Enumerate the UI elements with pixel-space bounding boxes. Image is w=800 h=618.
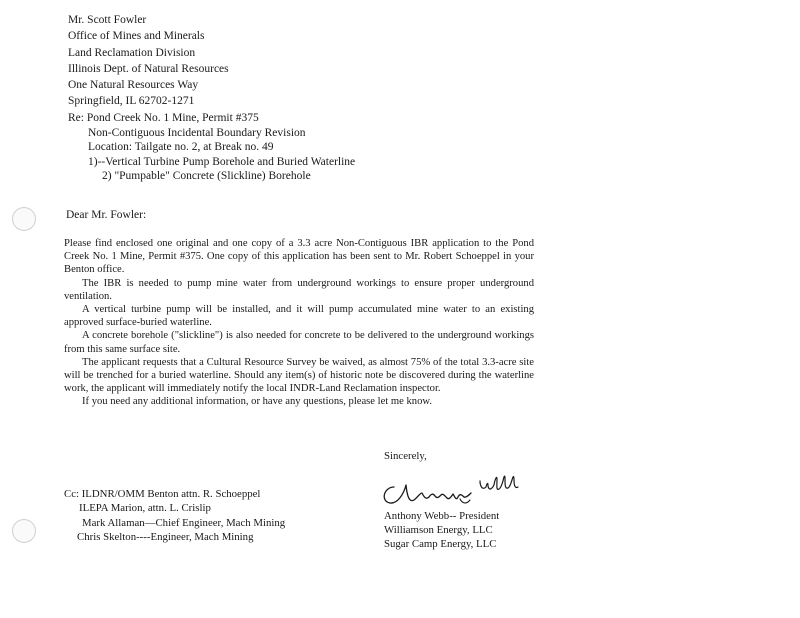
punch-hole-bottom [12, 519, 36, 543]
signer-name: Anthony Webb-- President [384, 510, 500, 522]
punch-hole-top [12, 207, 36, 231]
subject-item-1: 1)--Vertical Turbine Pump Borehole and Buried Waterline [88, 155, 356, 168]
recipient-city: Springfield, IL 62702-1271 [68, 95, 195, 108]
paragraph-enclosure: Please find enclosed one original and one copy of a 3.3 acre Non-Contiguous IBR application to the Pond Creek No. 1 Mine, Permit #375. One copy of this application has been sent to Mr. Robert Schoeppel in your Benton office. [64, 238, 534, 276]
cc-item: ILEPA Marion, attn. L. Crislip [79, 502, 211, 515]
recipient-address [68, 12, 229, 110]
paragraph-contact: If you need any additional information, or have any questions, please let me know. [82, 396, 432, 408]
subject-item-2: 2) "Pumpable" Concrete (Slickline) Borehole [102, 170, 311, 182]
recipient-office: Office of Mines and Minerals [68, 30, 205, 43]
recipient-name: Mr. Scott Fowler [68, 14, 147, 26]
recipient-street: One Natural Resources Way [68, 79, 199, 92]
cc-item: Mark Allaman—Chief Engineer, Mach Mining [82, 516, 286, 529]
cc-item: Chris Skelton----Engineer, Mach Mining [77, 531, 254, 544]
subject-block [68, 111, 355, 184]
closing-sincerely: Sincerely, [384, 450, 427, 462]
letter-body [64, 237, 534, 409]
paragraph-ibr-need: The IBR is needed to pump mine water from underground workings to ensure proper underground ventilation. [64, 277, 534, 302]
recipient-division: Land Reclamation Division [68, 46, 196, 59]
signer-company-1: Williamson Energy, LLC [384, 524, 493, 536]
signature-block [384, 449, 536, 551]
signer-company-2: Sugar Camp Energy, LLC [384, 538, 497, 550]
subject-re-line: Re: Pond Creek No. 1 Mine, Permit #375 [68, 112, 259, 124]
cc-list [64, 487, 285, 545]
salutation: Dear Mr. Fowler: [66, 209, 147, 221]
recipient-department: Illinois Dept. of Natural Resources [68, 62, 229, 75]
paragraph-concrete-borehole: A concrete borehole ("slickline") is also needed for concrete to be delivered to the underground workings from this same surface site. [64, 330, 534, 355]
handwritten-signature [376, 467, 536, 507]
paragraph-turbine-pump: A vertical turbine pump will be installed, and it will pump accumulated mine water to an existing approved surface-buried waterline. [64, 304, 534, 329]
cc-item: Cc: ILDNR/OMM Benton attn. R. Schoeppel [64, 488, 261, 500]
subject-location: Location: Tailgate no. 2, at Break no. 49 [88, 141, 274, 153]
subject-revision: Non-Contiguous Incidental Boundary Revision [88, 126, 306, 139]
paragraph-cultural-survey: The applicant requests that a Cultural Resource Survey be waived, as almost 75% of the total 3.3-acre site will be trenched for a buried waterline. Should any item(s) of historic note be discovered during the waterline work, the applicant will immediately notify the local INDR-Land Reclamation inspector. [64, 356, 534, 395]
